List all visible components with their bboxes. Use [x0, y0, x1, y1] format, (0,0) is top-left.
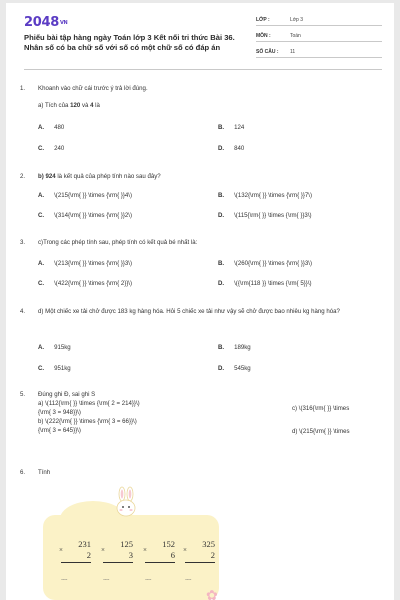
question-number: 4.: [20, 308, 26, 315]
calc-4: 325 × 2 ........: [183, 539, 215, 582]
title-line-2: Nhân số có ba chữ số với số có một chữ số có đáp án: [24, 43, 221, 52]
statement-b: b) \(222{\rm{ }} \times {\rm{ 3 = 66}}\): [38, 418, 137, 425]
header-divider: [24, 69, 382, 70]
statement-d: d) \(215{\rm{ }} \times: [292, 428, 350, 435]
option-b[interactable]: B. \(132{\rm{ }} \times {\rm{ }}7\): [218, 192, 312, 199]
statement-a-cont: {\rm{ 3 = 948}}\): [38, 409, 81, 416]
question-4: [20, 308, 386, 376]
meta-row-class: LỚP : Lớp 3: [256, 16, 382, 26]
question-number: 3.: [20, 239, 26, 246]
worksheet-title: [24, 33, 254, 53]
meta-row-count: SỐ CÂU : 11: [256, 48, 382, 58]
option-b[interactable]: B. 189kg: [218, 344, 251, 351]
option-c[interactable]: C. 240: [38, 145, 65, 152]
question-text: d) Một chiếc xe tải chở được 183 kg hàng hóa. Hỏi 5 chiếc xe tải như vậy sẽ chở được bao nhiêu kg hàng hóa?: [38, 308, 340, 315]
question-number: 1.: [20, 85, 26, 92]
question-1: [20, 85, 386, 155]
site-logo[interactable]: [24, 15, 67, 30]
star-icon: ✿: [206, 587, 218, 600]
statement-b-cont: {\rm{ 3 = 645}}\): [38, 427, 81, 434]
title-line-1: Phiếu bài tập hàng ngày Toán lớp 3 Kết nối tri thức Bài 36.: [24, 33, 235, 42]
question-text: c)Trong các phép tính sau, phép tính có kết quả bé nhất là:: [38, 239, 198, 246]
logo-text: 2048: [24, 15, 59, 30]
option-c[interactable]: C. \(314{\rm{ }} \times {\rm{ }}2\): [38, 212, 132, 219]
question-subtext: a) Tích của 120 và 4 là: [38, 102, 100, 109]
option-d[interactable]: D. 840: [218, 145, 245, 152]
statement-c: c) \(316{\rm{ }} \times: [292, 405, 350, 412]
meta-panel: [256, 16, 382, 64]
calc-3: 152 × 6 ........: [143, 539, 175, 582]
statement-a: a) \(112{\rm{ }} \times {\rm{ 2 = 214}}\): [38, 400, 140, 407]
option-c[interactable]: C. \(422{\rm{ }} \times {\rm{ 2}}\): [38, 280, 132, 287]
option-a[interactable]: A. \(215{\rm{ }} \times {\rm{ }}4\): [38, 192, 132, 199]
question-number: 5.: [20, 391, 26, 398]
question-number: 2.: [20, 173, 26, 180]
question-text: Tính: [38, 469, 51, 476]
logo-suffix: VN: [59, 20, 68, 26]
question-2: [20, 173, 386, 223]
question-5: [20, 391, 386, 451]
calculation-card: [43, 515, 219, 600]
question-6: [20, 469, 386, 483]
question-number: 6.: [20, 469, 26, 476]
question-text: Khoanh vào chữ cái trước ý trả lời đúng.: [38, 85, 148, 92]
question-text: Đúng ghi Đ, sai ghi S: [38, 391, 96, 398]
bunny-icon: [114, 486, 138, 520]
option-c[interactable]: C. 951kg: [38, 365, 71, 372]
meta-row-subject: MÔN : Toán: [256, 32, 382, 42]
option-d[interactable]: D. 545kg: [218, 365, 251, 372]
question-3: [20, 239, 386, 289]
question-text: b) 924 là kết quả của phép tính nào sau đây?: [38, 173, 161, 180]
option-d[interactable]: D. \({\rm{118 }} \times {\rm{ 5}}\): [218, 280, 312, 287]
calc-1: 231 × 2 ........: [59, 539, 91, 582]
option-a[interactable]: A. 915kg: [38, 344, 71, 351]
option-a[interactable]: A. \(213{\rm{ }} \times {\rm{ }}3\): [38, 260, 132, 267]
calc-2: 125 × 3 ........: [101, 539, 133, 582]
worksheet-page: [6, 3, 394, 600]
option-b[interactable]: B. \(260{\rm{ }} \times {\rm{ }}3\): [218, 260, 312, 267]
option-b[interactable]: B. 124: [218, 124, 245, 131]
option-d[interactable]: D. \(115{\rm{ }} \times {\rm{ }}3\): [218, 212, 312, 219]
option-a[interactable]: A. 480: [38, 124, 65, 131]
